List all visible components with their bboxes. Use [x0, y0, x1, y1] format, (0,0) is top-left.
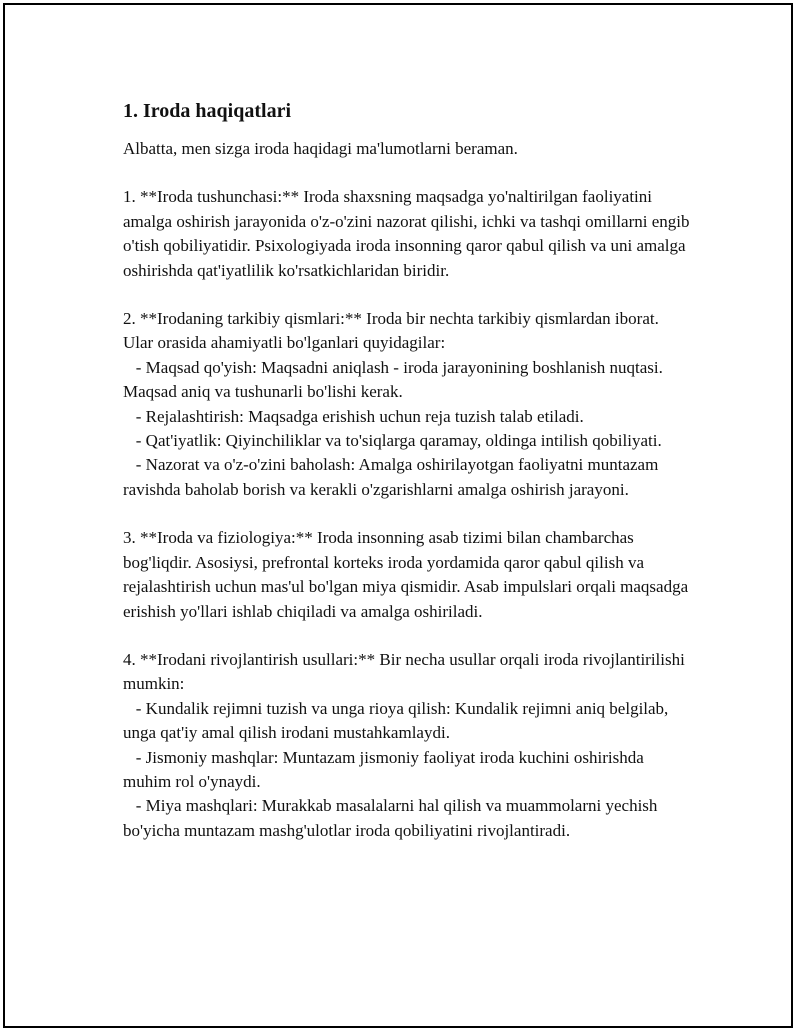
section-paragraph: 1. **Iroda tushunchasi:** Iroda shaxsning maqsadga yo'naltirilgan faoliyatini amalga oshirish jarayonida o'z-o'zini nazorat qilishi, ichki va tashqi omillarni engib o'tish qobiliyatidir. Psixologiyada iroda insonning qaror qabul qilish va uni amalga oshirishda qat'iyatlilik ko'rsatkichlaridan biridir. [123, 187, 690, 280]
list-item: - Qat'iyatlik: Qiyinchiliklar va to'siqlarga qaramay, oldinga intilish qobiliyati. [123, 431, 662, 451]
list-item: - Miya mashqlari: Murakkab masalalarni hal qilish va muammolarni yechish bo'yicha muntazam mashg'ulotlar iroda qobiliyatini rivojlantiradi. [123, 796, 662, 840]
page-frame [3, 3, 793, 1028]
document-body [123, 97, 693, 867]
section-3 [123, 526, 693, 624]
section-paragraph: 3. **Iroda va fiziologiya:** Iroda insonning asab tizimi bilan chambarchas bog'liqdir. Asosiysi, prefrontal korteks iroda yordamida qaror qabul qilish va rejalashtirish uchun mas'ul bo'lgan miya qismidir. Asab impulslari orqali maqsadga erishish yo'llari ishlab chiqiladi va amalga oshiriladi. [123, 528, 689, 621]
list-item: - Kundalik rejimni tuzish va unga rioya qilish: Kundalik rejimni aniq belgilab, unga qat'iy amal qilish irodani mustahkamlaydi. [123, 698, 673, 743]
section-paragraph: 4. **Irodani rivojlantirish usullari:** Bir necha usullar orqali iroda rivojlantirilishi mumkin: [123, 649, 685, 694]
section-4 [123, 648, 693, 843]
section-paragraph: 2. **Irodaning tarkibiy qismlari:** Iroda bir nechta tarkibiy qismlardan iborat. Ular orasida ahamiyatli bo'lganlari quyidagilar: [123, 309, 659, 353]
list-item: - Nazorat va o'z-o'zini baholash: Amalga oshirilayotgan faoliyatni muntazam ravishda baholab borish va kerakli o'zgarishlarni amalga oshirish jarayoni. [123, 455, 663, 499]
document-title: 1. Iroda haqiqatlari [123, 100, 291, 122]
list-item: - Jismoniy mashqlar: Muntazam jismoniy faoliyat iroda kuchini oshirishda muhim rol o'ynaydi. [123, 747, 649, 791]
list-item: - Maqsad qo'yish: Maqsadni aniqlash - iroda jarayonining boshlanish nuqtasi. Maqsad aniq va tushunarli bo'lishi kerak. [123, 357, 668, 402]
section-1 [123, 185, 693, 283]
section-2 [123, 307, 693, 502]
list-item: - Rejalashtirish: Maqsadga erishish uchun reja tuzish talab etiladi. [123, 406, 584, 426]
intro-paragraph: Albatta, men sizga iroda haqidagi ma'lumotlarni beraman. [123, 139, 518, 158]
